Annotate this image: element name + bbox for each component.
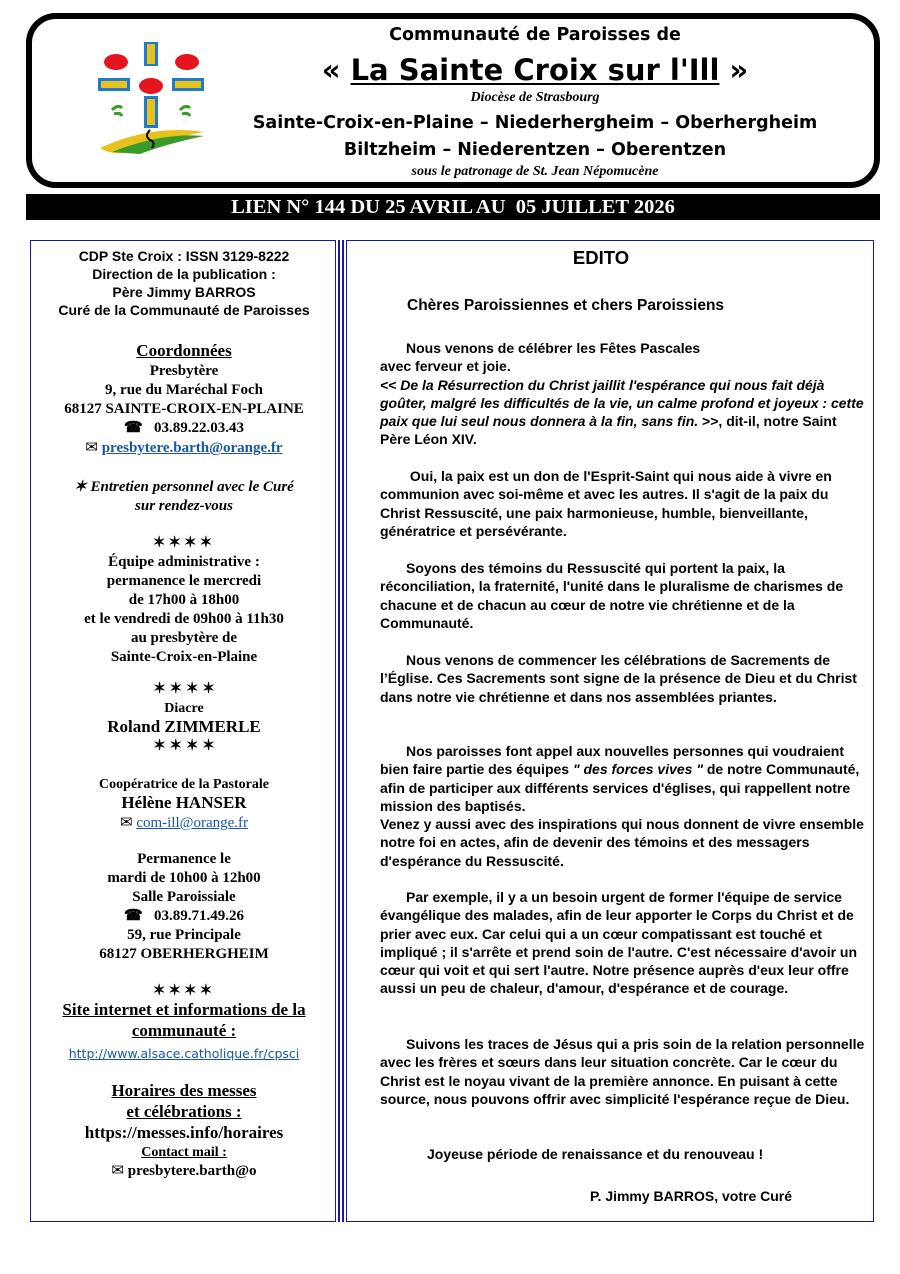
direction-label: Direction de la publication : <box>92 266 276 282</box>
phone-icon: ☎ <box>124 908 143 924</box>
edito-paragraph-5 <box>380 742 865 870</box>
equipe-6: Sainte-Croix-en-Plaine <box>110 649 258 665</box>
p4-text: Nous venons de commencer les célébrations de Sacrements de l’Église. Ces Sacrements sont signe de la présence de Dieu et du Christ dans notre vie chrétienne et dans nos assemblées priantes. <box>380 652 857 705</box>
equipe-4: et le vendredi de 09h00 à 11h30 <box>84 611 284 627</box>
header-diocese: Diocèse de Strasbourg <box>470 90 600 105</box>
p1-line-a: Nous venons de célébrer les Fêtes Pascales <box>406 340 701 356</box>
perm-3: Salle Paroissiale <box>132 889 236 905</box>
entretien-line2: sur rendez-vous <box>135 498 233 514</box>
edito-paragraph-3 <box>380 559 865 632</box>
p7-text: Suivons les traces de Jésus qui a pris soin de la relation personnelle avec les frères et sœurs dans leur situation concrète. Car le cœur du Christ est le noyau vivant de la première annonce. En puisant à cette source, nous pouvons offrir avec simplicité l'espérance reçue de Dieu. <box>380 1036 865 1107</box>
p1-end: >>, dit-il, notre Saint Père Léon XIV. <box>380 413 837 448</box>
phone-icon: ☎ <box>124 420 143 436</box>
info-column <box>30 240 336 1222</box>
equipe-1: Équipe administrative : <box>108 554 260 570</box>
star-icon: ✶ <box>74 479 87 495</box>
equipe-5: au presbytère de <box>130 630 238 646</box>
envelope-icon: ✉ <box>111 1163 124 1179</box>
p3-text: Soyons des témoins du Ressuscité qui portent la paix, la réconciliation, la fraternité, l'unité dans le pluralisme de charismes de chacune et de chacun au cœur de notre vie chrétienne et de la Communauté. <box>380 560 844 631</box>
edito-signature: P. Jimmy BARROS, votre Curé <box>590 1188 793 1204</box>
diacre-name: Roland ZIMMERLE <box>107 717 261 736</box>
p6-text: Par exemple, il y a un besoin urgent de former l'équipe de service évangélique des malades, afin de leur apporter le Corps du Christ et de prier avec eux. Car celui qui a un cœur compatissant est touché et impliqué ; il s'arrête et prend soin de l'autre. C'est nécessaire d'avoir un cœur qui voit et qui sert l'autre. Notre présence auprès d'eux leur offre aussi un peu de chaleur, d'amour, d'espérance et de courage. <box>380 889 858 997</box>
header-parishes-2: Biltzheim – Niederentzen – Oberentzen <box>343 140 727 160</box>
p5-text-b: de notre Communauté, afin de participer aux différents services d'églises, qui rappellent notre mission des baptisés. <box>380 761 860 814</box>
phone-1 <box>31 419 337 438</box>
email-2 <box>31 814 337 833</box>
edito-paragraph-7 <box>380 1035 865 1108</box>
parish-logo <box>92 40 210 158</box>
equipe-3: de 17h00 à 18h00 <box>128 592 240 608</box>
star-divider: ✶ ✶ ✶ ✶ <box>153 738 215 754</box>
column-separator <box>338 240 344 1222</box>
header-line1: Communauté de Paroisses de <box>389 25 681 45</box>
city-2: 68127 OBERHERGHEIM <box>99 946 269 962</box>
contact-email[interactable]: presbytere.barth@o <box>127 1163 257 1179</box>
email-1 <box>31 439 337 458</box>
title-close: » <box>719 53 749 87</box>
coop-label: Coopératrice de la Pastorale <box>99 777 269 792</box>
site-url[interactable]: http://www.alsace.catholique.fr/cpsci <box>68 1046 300 1061</box>
director-name: Père Jimmy BARROS <box>112 284 256 300</box>
edito-greeting: Chères Paroissiennes et chers Paroissiens <box>407 297 725 314</box>
edito-paragraph-4 <box>380 651 865 706</box>
perm-2: mardi de 10h00 à 12h00 <box>107 870 261 886</box>
edito-column <box>346 240 874 1222</box>
star-divider: ✶✶✶✶ <box>152 983 216 999</box>
equipe-2: permanence le mercredi <box>106 573 262 589</box>
contact-heading: Contact mail : <box>141 1145 227 1160</box>
phone-2-number: 03.89.71.49.26 <box>153 908 244 924</box>
header-title <box>230 53 840 87</box>
presbytere-label: Presbytère <box>149 363 219 379</box>
star-divider: ✶✶✶✶ <box>152 535 216 551</box>
site-heading-2: communauté : <box>131 1021 237 1040</box>
coop-name: Hélène HANSER <box>121 793 247 812</box>
entretien-text: Entretien personnel avec le Curé <box>90 479 294 495</box>
p5-text-a: Nos paroisses font appel aux nouvelles personnes qui voudraient bien faire partie des équipes <box>380 743 844 778</box>
p5-text-c: Venez y aussi avec des inspirations qui nous donnent de vivre ensemble notre foi en actes, afin de devenir des témoins et des messagers d'espérance du Ressuscité. <box>380 816 864 869</box>
edito-paragraph-1 <box>380 339 865 449</box>
contact-email-line <box>31 1162 337 1181</box>
site-heading-1: Site internet et informations de la <box>62 1000 306 1019</box>
coordinates-heading: Coordonnées <box>136 341 232 360</box>
issn: CDP Ste Croix : ISSN 3129-8222 <box>78 248 290 264</box>
city-1: 68127 SAINTE-CROIX-EN-PLAINE <box>64 401 304 417</box>
edito-closing: Joyeuse période de renaissance et du renouveau ! <box>427 1146 764 1162</box>
horaires-url[interactable]: https://messes.info/horaires <box>84 1123 284 1142</box>
edito-paragraph-2 <box>380 467 865 540</box>
address-1: 9, rue du Maréchal Foch <box>105 382 263 398</box>
horaires-heading-1: Horaires des messes <box>111 1081 257 1100</box>
envelope-icon: ✉ <box>85 440 98 456</box>
phone-2 <box>31 907 337 926</box>
p5-italic: " des forces vives " <box>572 761 703 778</box>
edito-paragraph-6 <box>380 888 865 998</box>
phone-1-number: 03.89.22.03.43 <box>153 420 244 436</box>
address-2: 59, rue Principale <box>127 927 241 943</box>
title-main: La Sainte Croix sur l'Ill <box>350 53 720 87</box>
header-patronage: sous le patronage de St. Jean Népomucène <box>411 164 659 179</box>
site-url-line <box>31 1044 337 1063</box>
edito-title: EDITO <box>572 247 630 268</box>
p1-line-b: avec ferveur et joie. <box>380 358 511 375</box>
title-open: « <box>321 53 351 87</box>
email-1-link[interactable]: presbytere.barth@orange.fr <box>101 440 283 456</box>
issue-banner: LIEN N° 144 DU 25 AVRIL AU 05 JUILLET 2026 <box>26 194 880 220</box>
perm-1: Permanence le <box>137 851 231 867</box>
p2-text: Oui, la paix est un don de l'Esprit-Saint qui nous aide à vivre en communion avec soi-même et avec les autres. Il s'agit de la paix du Christ Ressuscité, une paix harmonieuse, humble, bienveillante, génératrice et persévérante. <box>380 468 832 539</box>
entretien-line1 <box>31 478 337 497</box>
cure-title: Curé de la Communauté de Paroisses <box>58 302 310 318</box>
p1-quote: << De la Résurrection du Christ jaillit l'espérance qui nous fait déjà goûter, malgré les difficultés de la vie, un calme profond et joyeux : cette paix que lui seul nous donnera à la fin, sans fin. <box>380 376 864 430</box>
header-parishes-1: Sainte-Croix-en-Plaine – Niederhergheim – Oberhergheim <box>252 113 818 133</box>
star-divider: ✶ ✶ ✶ ✶ <box>153 681 215 697</box>
envelope-icon: ✉ <box>119 815 133 831</box>
email-2-link[interactable]: com-ill@orange.fr <box>136 815 248 831</box>
horaires-heading-2: et célébrations : <box>126 1102 242 1121</box>
diacre-label: Diacre <box>164 701 204 716</box>
